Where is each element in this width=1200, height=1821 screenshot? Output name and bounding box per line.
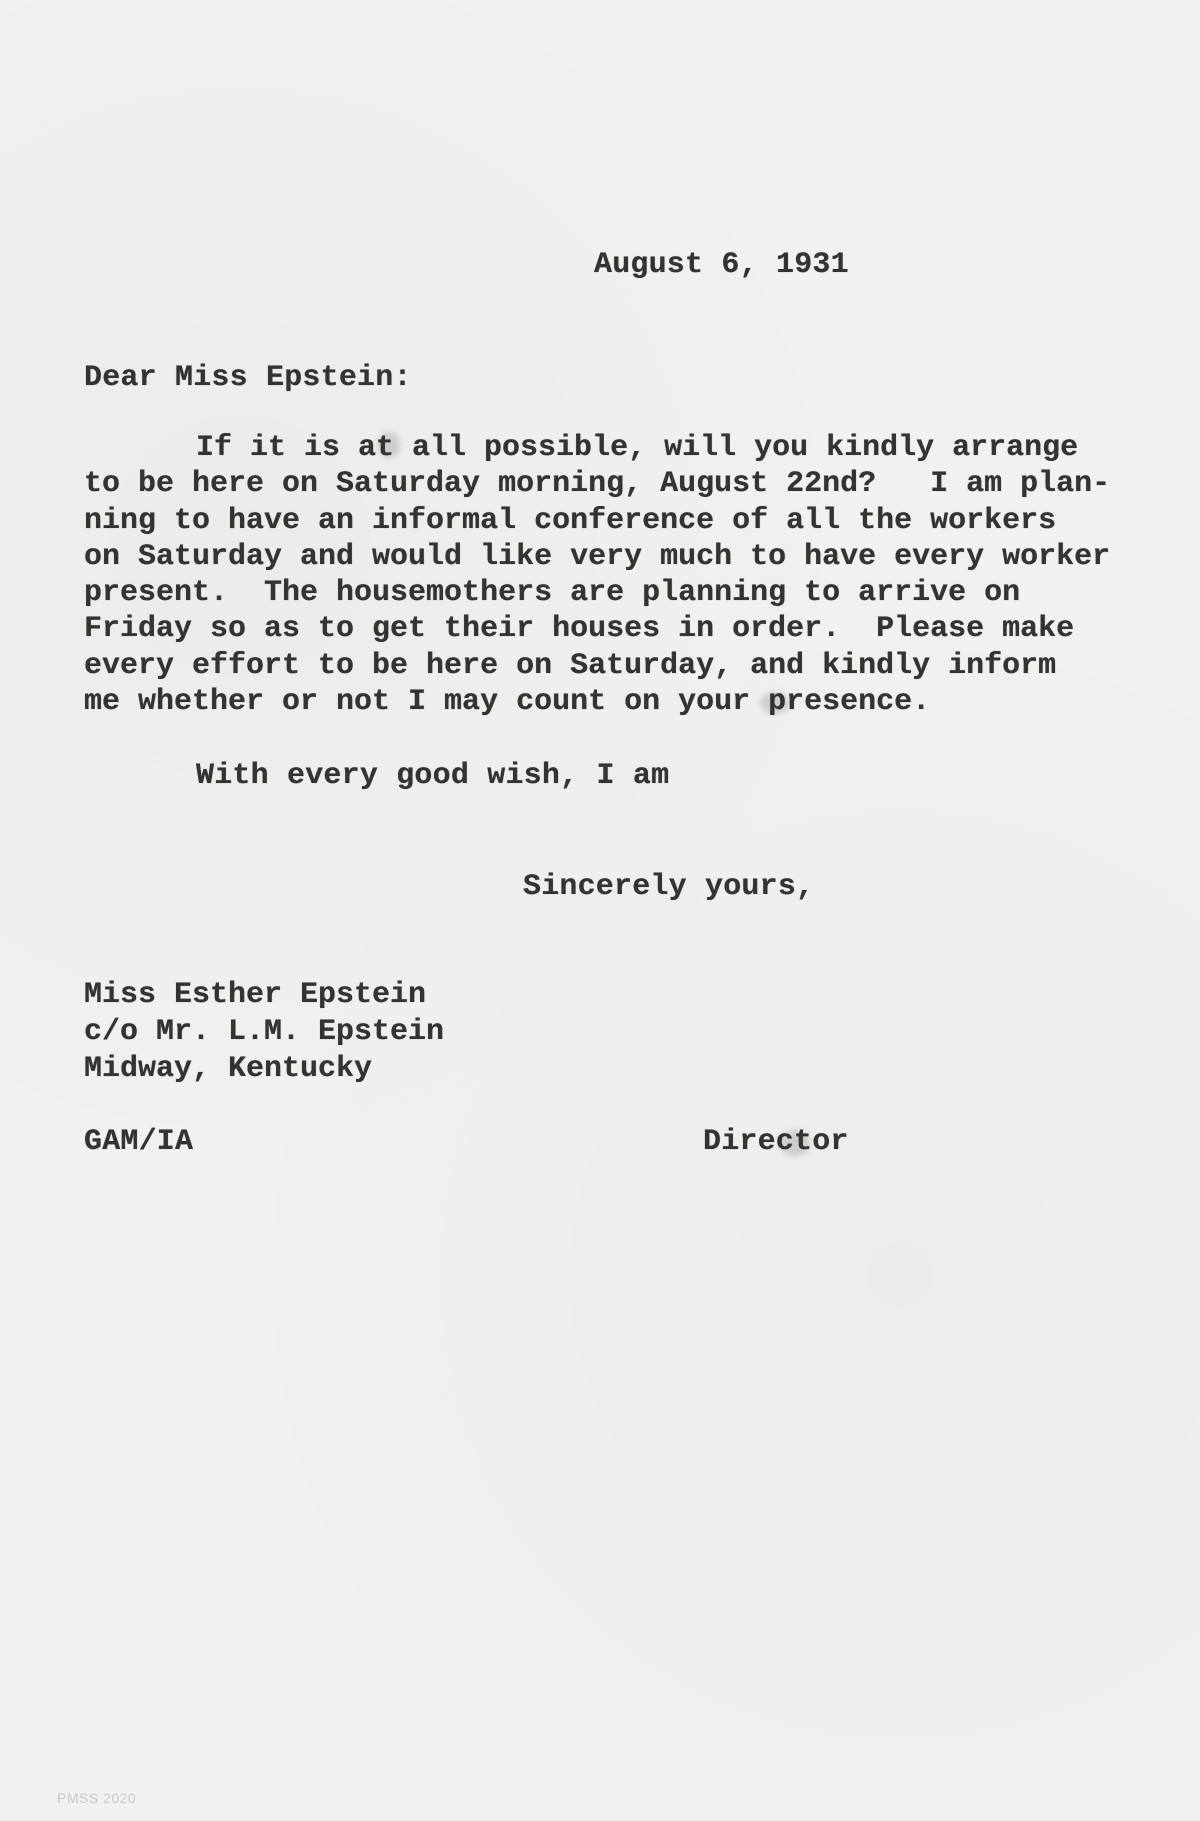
letter-date: August 6, 1931 <box>594 248 849 282</box>
signer-title: Director <box>703 1125 849 1159</box>
recipient-location: Midway, Kentucky <box>84 1052 373 1086</box>
body-line: If it is at all possible, will you kindly arrange <box>196 431 1079 465</box>
body-line: present. The housemothers are planning to arrive on <box>84 576 1021 611</box>
letter-salutation: Dear Miss Epstein: <box>84 361 412 395</box>
body-line: Friday so as to get their houses in order. Please make <box>84 612 1075 647</box>
recipient-care-of: c/o Mr. L.M. Epstein <box>84 1015 445 1049</box>
body-line: every effort to be here on Saturday, and kindly inform <box>84 648 1057 683</box>
body-line: ning to have an informal conference of all the workers <box>84 503 1057 538</box>
letter-body <box>84 430 1134 720</box>
recipient-address <box>84 977 444 1088</box>
sign-off: Sincerely yours, <box>523 870 815 904</box>
typist-initials: GAM/IA <box>84 1125 194 1159</box>
body-line: on Saturday and would like very much to have every worker <box>84 539 1111 574</box>
recipient-name: Miss Esther Epstein <box>84 978 427 1012</box>
body-line: to be here on Saturday morning, August 22nd? I am plan- <box>84 467 1111 502</box>
closing-wish: With every good wish, I am <box>196 759 670 793</box>
archive-watermark: PMSS 2020 <box>57 1790 137 1806</box>
body-line: me whether or not I may count on your presence. <box>84 685 931 720</box>
